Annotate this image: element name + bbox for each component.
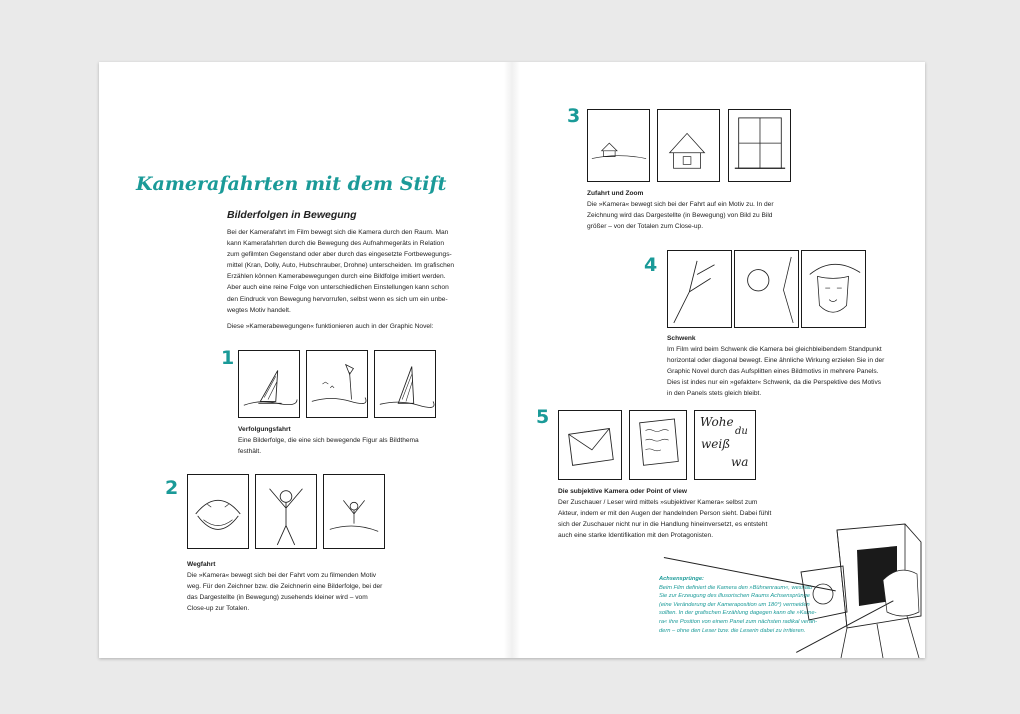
- caption-line: Die »Kamera« bewegt sich bei der Fahrt auf ein Motiv zu. In der: [587, 201, 774, 209]
- lead-in-text: Diese »Kamerabewegungen« funktionieren auch in der Graphic Novel:: [227, 323, 434, 330]
- caption-line: in den Panels stets gleich bleibt.: [667, 390, 762, 398]
- note-line: Sie zur Erzeugung des illusorischen Raums Achsensprünge: [659, 593, 810, 600]
- caption-line: Der Zuschauer / Leser wird mittels »subjektiver Kamera« selbst zum: [558, 499, 758, 507]
- caption-title: Die subjektive Kamera oder Point of view: [558, 488, 687, 495]
- person-small-sketch: [324, 475, 384, 548]
- caption-line: Close-up zur Totalen.: [187, 605, 250, 613]
- house-medium-sketch: [658, 110, 719, 181]
- comic-panel-1a: [238, 350, 300, 418]
- caption-title: Schwenk: [667, 335, 696, 342]
- note-line: dern – ohne den Leser bzw. die Leserin dabei zu irritieren.: [659, 627, 806, 634]
- caption-line: größer – von der Totalen zum Close-up.: [587, 223, 704, 231]
- handwriting-word: du: [735, 426, 748, 437]
- sailboat-sketch: [239, 351, 299, 417]
- handwriting-word: Wohe: [700, 415, 734, 429]
- film-camera-illustration: [787, 520, 925, 658]
- caption-2: [187, 559, 447, 614]
- intro-line: Bei der Kamerafahrt im Film bewegt sich die Kamera durch den Raum. Man: [227, 229, 449, 236]
- letter-sketch: [630, 411, 686, 479]
- moon-sketch: [735, 251, 798, 327]
- intro-paragraph: [227, 227, 477, 316]
- caption-line: Akteur, indem er mit den Augen der handelnden Person sieht. Dabei fühlt: [558, 510, 772, 518]
- caption-line: Dies ist indes nur ein »gefakter« Schwenk, da die Perspektive des Motivs: [667, 379, 882, 387]
- caption-line: horizontal oder diagonal bewegt. Eine ähnliche Wirkung erzielen Sie in der: [667, 357, 885, 365]
- caption-3: [587, 188, 827, 232]
- comic-panel-2b: [255, 474, 317, 549]
- note-line: ra« ihre Position von einem Panel zum nächsten radikal verän-: [659, 618, 818, 625]
- person-arms-up-sketch: [256, 475, 316, 548]
- handwriting-word: wa: [731, 455, 749, 469]
- section-number-1: 1: [221, 347, 235, 369]
- section-number-5: 5: [536, 406, 550, 428]
- caption-line: weg. Für den Zeichner bzw. die Zeichnerin eine Bilderfolge, bei der: [187, 583, 383, 591]
- caption-line: das Dargestellte (in Bewegung) zusehends kleiner wird – vom: [187, 594, 368, 602]
- house-distant-sketch: [588, 110, 649, 181]
- page-title: Kamerafahrten mit dem Stift: [136, 173, 447, 195]
- section-number-2: 2: [165, 477, 179, 499]
- caption-line: auch eine starke Identifikation mit den Protagonisten.: [558, 532, 714, 540]
- face-with-hat-sketch: [802, 251, 865, 327]
- comic-panel-5b: [629, 410, 687, 480]
- caption-line: Im Film wird beim Schwenk die Kamera bei gleichbleibendem Standpunkt: [667, 346, 882, 354]
- caption-line: Graphic Novel durch das Aufsplitten eines Bildmotivs in mehrere Panels.: [667, 368, 879, 376]
- comic-panel-4b: [734, 250, 799, 328]
- comic-panel-4a: [667, 250, 732, 328]
- intro-line: Aber auch eine reine Folge von unterschiedlichen Einstellungen kann schon: [227, 284, 449, 292]
- handwriting-word: weiß: [701, 437, 731, 451]
- note-title: Achsensprünge:: [659, 576, 704, 582]
- window-closeup-sketch: [729, 110, 790, 181]
- comic-panel-5a: [558, 410, 622, 480]
- comic-panel-3a: [587, 109, 650, 182]
- caption-5: [558, 486, 798, 541]
- intro-line: zum gefilmten Gegenstand oder aber durch das eingesetzte Fortbewegungs-: [227, 251, 452, 259]
- intro-line: den Eindruck von Bewegung hervorrufen, selbst wenn es sich um ein unbe-: [227, 295, 448, 303]
- section-number-3: 3: [567, 105, 581, 127]
- caption-line: festhält.: [238, 448, 262, 456]
- hands-envelope-sketch: [559, 411, 621, 479]
- intro-line: kann Kamerafahrten durch die Bewegung des Aufnahmegeräts in Relation: [227, 240, 445, 248]
- comic-panel-4c: [801, 250, 866, 328]
- caption-line: Die »Kamera« bewegt sich bei der Fahrt vom zu filmenden Motiv: [187, 572, 377, 580]
- note-line: Beim Film definiert die Kamera den »Bühnenraum«, weshalb: [659, 584, 813, 591]
- note-line: (eine Veränderung der Kameraposition um 180°) vermeiden: [659, 601, 810, 608]
- note-line: sollten. In der grafischen Erzählung dagegen kann die »Kame-: [659, 610, 817, 617]
- comic-panel-2a: [187, 474, 249, 549]
- comic-panel-3c: [728, 109, 791, 182]
- section-number-4: 4: [644, 254, 658, 276]
- comic-panel-1c: [374, 350, 436, 418]
- caption-line: Zeichnung wird das Dargestellte (in Bewegung) von Bild zu Bild: [587, 212, 773, 220]
- caption-title: Wegfahrt: [187, 561, 216, 568]
- caption-title: Verfolgungsfahrt: [238, 426, 291, 433]
- intro-line: Erzählen können Kamerabewegungen durch eine Bildfolge imitiert werden.: [227, 273, 446, 281]
- book-spread: [99, 62, 925, 658]
- face-closeup-sketch: [188, 475, 248, 548]
- comic-panel-3b: [657, 109, 720, 182]
- tree-branches-sketch: [668, 251, 731, 327]
- caption-line: sich der Zuschauer nicht nur in die Handlung hineinversetzt, es entsteht: [558, 521, 768, 529]
- section-subtitle: Bilderfolgen in Bewegung: [227, 209, 357, 221]
- caption-4: [667, 333, 925, 400]
- sailboat-sketch: [375, 351, 435, 417]
- left-page: [99, 62, 512, 658]
- intro-line: mittel (Kran, Dolly, Auto, Hubschrauber, Drohne) unterscheiden. Im grafischen: [227, 262, 455, 270]
- sailboat-sketch: [307, 351, 367, 417]
- caption-1: [238, 424, 478, 457]
- comic-panel-5c: [694, 410, 756, 480]
- caption-title: Zufahrt und Zoom: [587, 190, 644, 197]
- caption-line: Eine Bilderfolge, die eine sich bewegende Figur als Bildthema: [238, 437, 419, 445]
- right-page: [512, 62, 925, 658]
- comic-panel-1b: [306, 350, 368, 418]
- comic-panel-2c: [323, 474, 385, 549]
- intro-line: wegtes Motiv handelt.: [227, 306, 291, 314]
